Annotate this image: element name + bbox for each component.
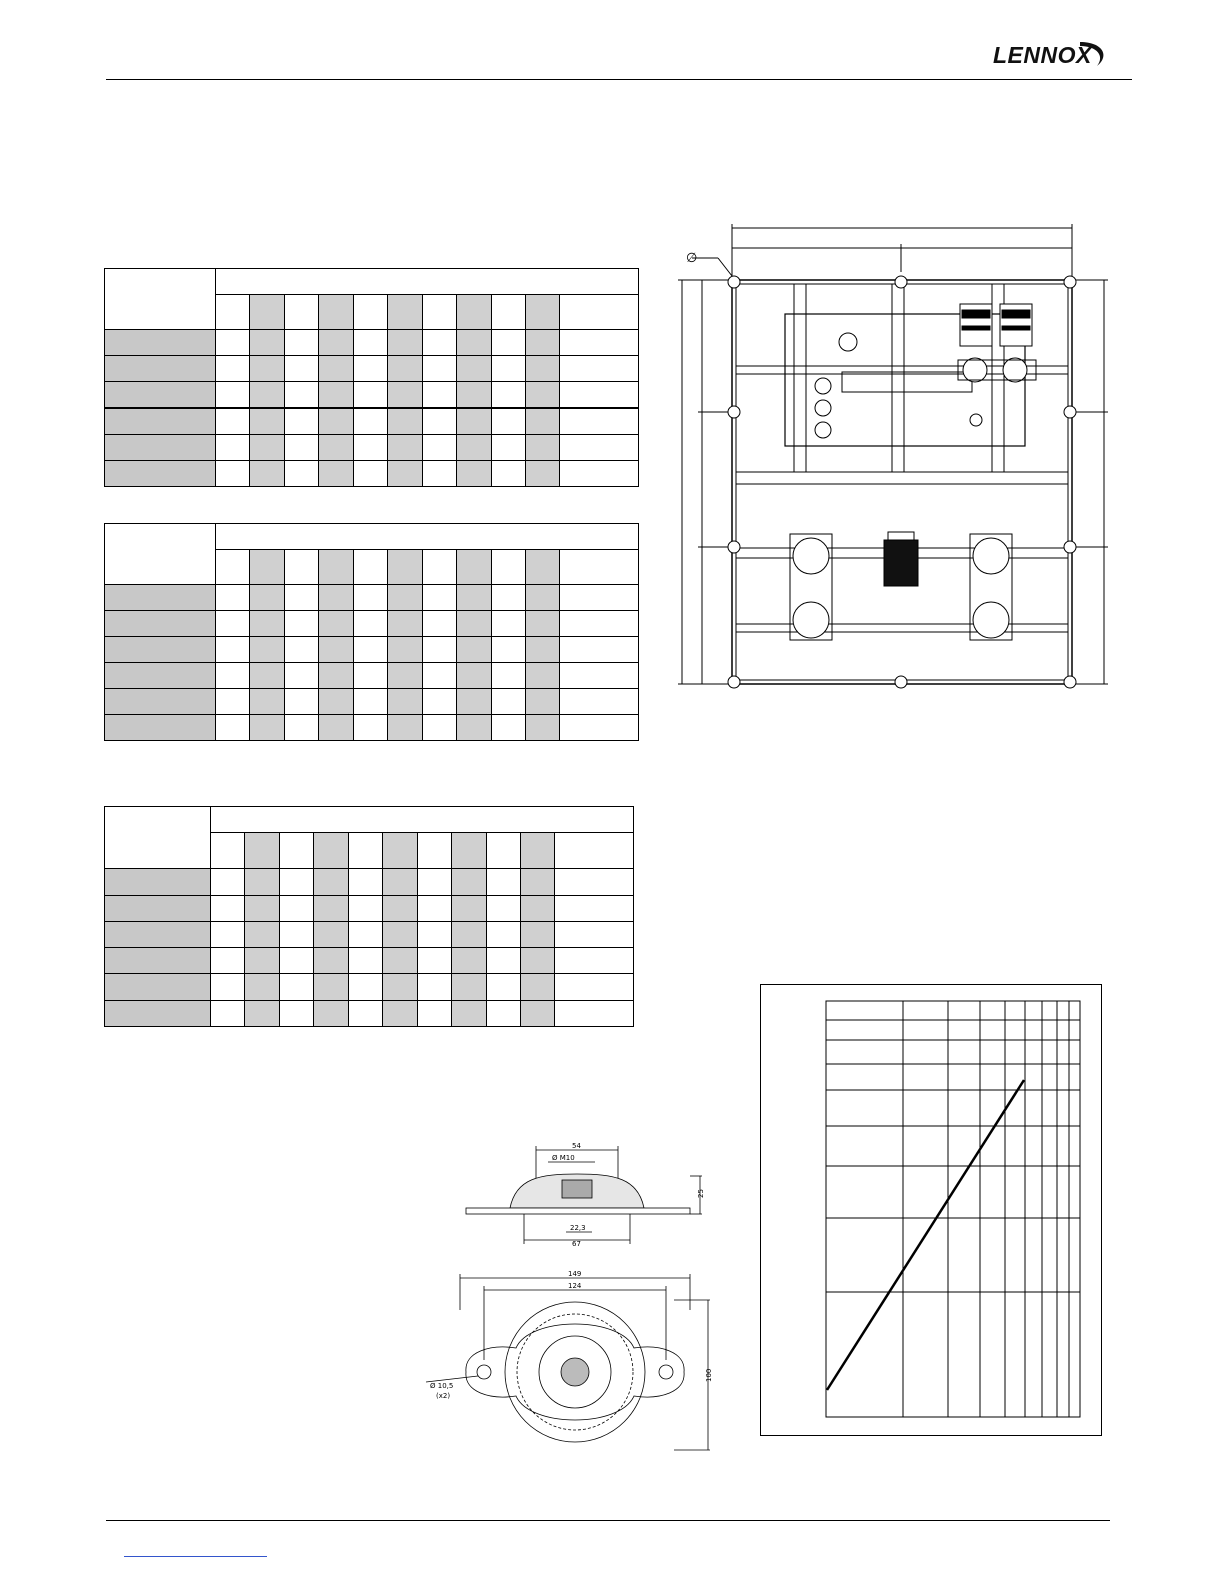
table-row bbox=[105, 611, 639, 637]
lennox-logo bbox=[985, 36, 1110, 76]
deflection-chart bbox=[760, 984, 1102, 1436]
table-row bbox=[105, 663, 639, 689]
table-row bbox=[105, 637, 639, 663]
table-row bbox=[105, 461, 639, 487]
table-row bbox=[105, 408, 639, 435]
table-row bbox=[105, 1001, 634, 1027]
table-row bbox=[105, 896, 634, 922]
table-row bbox=[105, 974, 634, 1001]
table-row bbox=[105, 330, 639, 356]
mount-dim-overall: 149 bbox=[568, 1270, 582, 1278]
footer-rule bbox=[106, 1520, 1110, 1521]
brand-name: LENNOX bbox=[993, 42, 1092, 68]
mount-dim-depth: 100 bbox=[705, 1368, 713, 1382]
mount-dim-hole-count: (x2) bbox=[436, 1392, 451, 1400]
mount-dim-base: 67 bbox=[572, 1240, 581, 1248]
table-row bbox=[105, 869, 634, 896]
table-row bbox=[105, 585, 639, 611]
mount-dim-inner: 22,3 bbox=[570, 1224, 586, 1232]
table-corner-cell bbox=[105, 269, 216, 330]
table-group-header bbox=[216, 269, 639, 295]
diameter-symbol: ∅ bbox=[686, 251, 698, 266]
table-corner-cell bbox=[105, 807, 211, 869]
table-corner-cell bbox=[105, 524, 216, 585]
table-row bbox=[105, 922, 634, 948]
table-row bbox=[105, 382, 639, 408]
table-row bbox=[105, 435, 639, 461]
weight-table-3 bbox=[104, 806, 634, 1027]
mount-dim-thread: Ø M10 bbox=[552, 1154, 575, 1162]
table-row bbox=[105, 715, 639, 741]
header-rule bbox=[106, 79, 1132, 80]
mount-dim-width: 54 bbox=[572, 1142, 581, 1150]
table-group-header bbox=[216, 524, 639, 550]
table-row bbox=[105, 689, 639, 715]
anti-vibration-mount-drawing bbox=[420, 1140, 720, 1460]
table-row bbox=[105, 356, 639, 382]
weight-table-2 bbox=[104, 523, 639, 741]
footer-link-underline[interactable] bbox=[124, 1556, 267, 1557]
table-row bbox=[105, 948, 634, 974]
unit-frame-drawing bbox=[672, 222, 1132, 692]
mount-dim-holes: 124 bbox=[568, 1282, 582, 1290]
weight-table-1 bbox=[104, 268, 639, 487]
mount-dim-height: 25 bbox=[697, 1189, 705, 1198]
mount-dim-hole-dia: Ø 10,5 bbox=[430, 1382, 454, 1390]
table-group-header bbox=[211, 807, 634, 833]
